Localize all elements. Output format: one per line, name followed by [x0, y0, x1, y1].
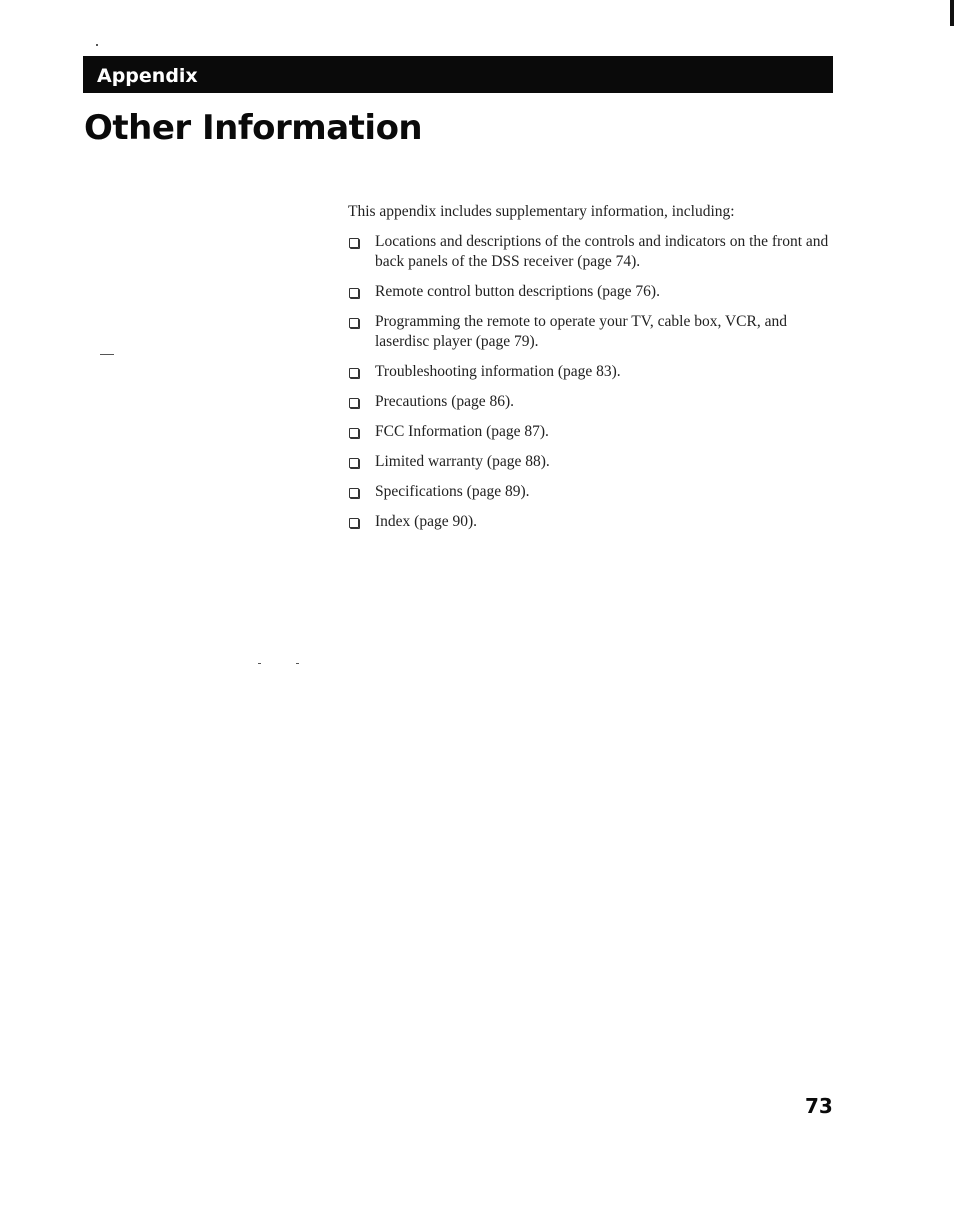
checkbox-icon	[349, 318, 359, 328]
scan-speck	[258, 663, 261, 664]
list-item-text: Troubleshooting information (page 83).	[375, 363, 621, 380]
list-item-text: FCC Information (page 87).	[375, 423, 549, 440]
list-item-text: Precautions (page 86).	[375, 393, 515, 410]
list-item	[348, 362, 833, 382]
list-item-text: Specifications (page 89).	[375, 483, 530, 500]
list-item	[348, 482, 833, 502]
page-edge-mark	[950, 0, 954, 26]
list-item	[348, 312, 833, 352]
section-header-bar	[83, 56, 833, 93]
list-item-text: Programming the remote to operate your TV, cable box, VCR, and laserdisc player (page 79).	[375, 313, 787, 350]
list-item-text: Limited warranty (page 88).	[375, 453, 550, 470]
list-item	[348, 422, 833, 442]
scan-speck	[96, 44, 98, 46]
list-item	[348, 392, 833, 412]
checkbox-icon	[349, 428, 359, 438]
list-item	[348, 282, 833, 302]
scan-speck	[100, 354, 114, 355]
checkbox-icon	[349, 488, 359, 498]
checkbox-icon	[349, 398, 359, 408]
list-item-text: Remote control button descriptions (page 76).	[375, 283, 660, 300]
intro-text: This appendix includes supplementary information, including:	[348, 203, 735, 220]
list-item-text: Locations and descriptions of the controls and indicators on the front and back panels of the DSS receiver (page 74).	[375, 233, 829, 270]
checkbox-icon	[349, 518, 359, 528]
scan-speck	[296, 663, 299, 664]
section-label: Appendix	[97, 65, 198, 87]
contents-list	[348, 232, 833, 532]
main-content	[348, 202, 833, 542]
list-item	[348, 452, 833, 472]
list-item	[348, 232, 833, 272]
checkbox-icon	[349, 458, 359, 468]
checkbox-icon	[349, 288, 359, 298]
checkbox-icon	[349, 238, 359, 248]
page-number: 73	[805, 1094, 833, 1118]
checkbox-icon	[349, 368, 359, 378]
list-item	[348, 512, 833, 532]
page-title: Other Information	[84, 108, 423, 148]
list-item-text: Index (page 90).	[375, 513, 477, 530]
